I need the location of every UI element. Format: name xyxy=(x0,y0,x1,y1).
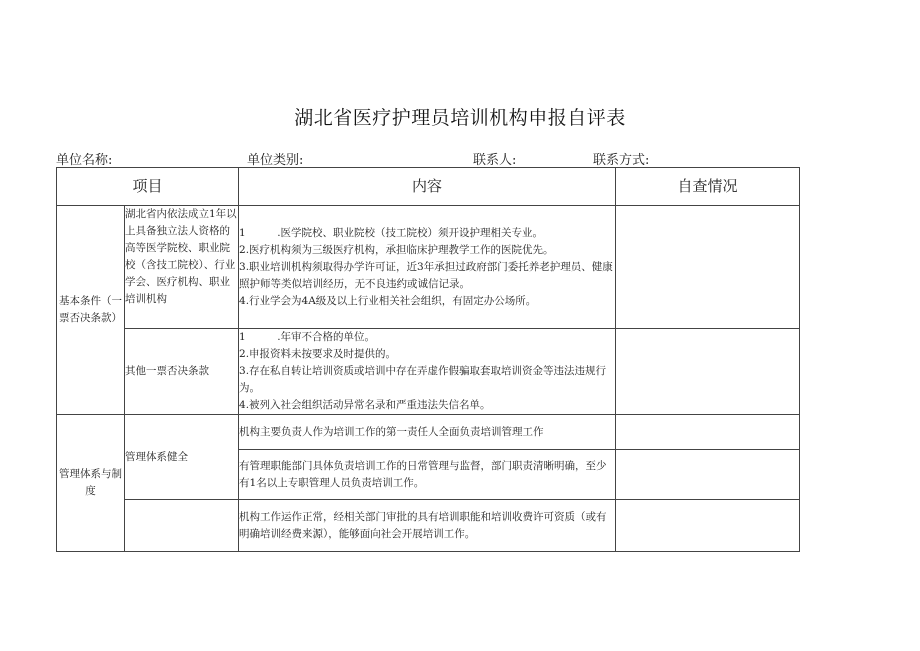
subitem-management-system-sound: 管理体系健全 xyxy=(125,415,239,500)
contact-method-label: 联系方式: xyxy=(593,153,650,168)
self-check-cell[interactable] xyxy=(616,206,800,329)
table-row xyxy=(57,329,800,415)
table-header-row xyxy=(57,168,800,206)
self-check-cell[interactable] xyxy=(616,500,800,552)
content-line: 1 .医学院校、职业院校（技工院校）须开设护理相关专业。 xyxy=(239,226,544,239)
content-line: 3.存在私自转让培训资质或培训中存在弄虚作假骗取套取培训资金等违法违规行为。 xyxy=(239,365,607,394)
table-row xyxy=(57,206,800,329)
contact-person-label: 联系人: xyxy=(473,153,517,168)
content-line: 4.被列入社会组织活动异常名录和严重违法失信名单。 xyxy=(239,399,491,411)
content-line: 4.行业学会为4A级及以上行业相关社会组织，有固定办公场所。 xyxy=(239,294,537,307)
self-check-cell[interactable] xyxy=(616,329,800,415)
table-row xyxy=(57,415,800,450)
header-content: 内容 xyxy=(239,168,616,206)
content-veto-clauses xyxy=(239,329,616,415)
content-line: 1 .年审不合格的单位。 xyxy=(239,331,376,343)
unit-type-label: 单位类别: xyxy=(247,153,304,168)
content-line: 3.职业培训机构须取得办学许可证，近3年承担过政府部门委托养老护理员、健康照护师等类似培训经历，无不良违约或诚信记录。 xyxy=(239,260,613,290)
self-check-cell[interactable] xyxy=(616,450,800,500)
category-basic-conditions: 基本条件（一票否决条款） xyxy=(57,206,125,415)
self-check-cell[interactable] xyxy=(616,415,800,450)
self-evaluation-table xyxy=(56,167,800,552)
category-management-system: 管理体系与制度 xyxy=(57,415,125,552)
subitem-empty xyxy=(125,500,239,552)
table-row xyxy=(57,500,800,552)
unit-name-label: 单位名称: xyxy=(56,153,113,168)
content-line: 2.医疗机构须为三级医疗机构，承担临床护理教学工作的医院优先。 xyxy=(239,243,554,256)
page-title: 湖北省医疗护理员培训机构申报自评表 xyxy=(294,107,626,129)
content-responsible-person: 机构主要负责人作为培训工作的第一责任人全面负责培训管理工作 xyxy=(239,415,616,450)
content-management-department: 有管理职能部门具体负责培训工作的日常管理与监督，部门职责清晰明确，至少有1名以上专职管理人员负责培训工作。 xyxy=(239,450,616,500)
subitem-other-veto-clauses: 其他一票否决条款 xyxy=(125,329,239,415)
header-self-check: 自查情况 xyxy=(616,168,800,206)
subitem-qualified-institution: 湖北省内依法成立1年以上具备独立法人资格的高等医学院校、职业院校（含技工院校）、行业学会、医疗机构、职业培训机构 xyxy=(125,206,239,329)
content-institution-operation: 机构工作运作正常，经相关部门审批的具有培训职能和培训收费许可资质（或有明确培训经费来源），能够面向社会开展培训工作。 xyxy=(239,500,616,552)
content-line: 2.申报资料未按要求及时提供的。 xyxy=(239,348,397,360)
content-qualification-requirements xyxy=(239,206,616,329)
header-item: 项目 xyxy=(57,168,239,206)
